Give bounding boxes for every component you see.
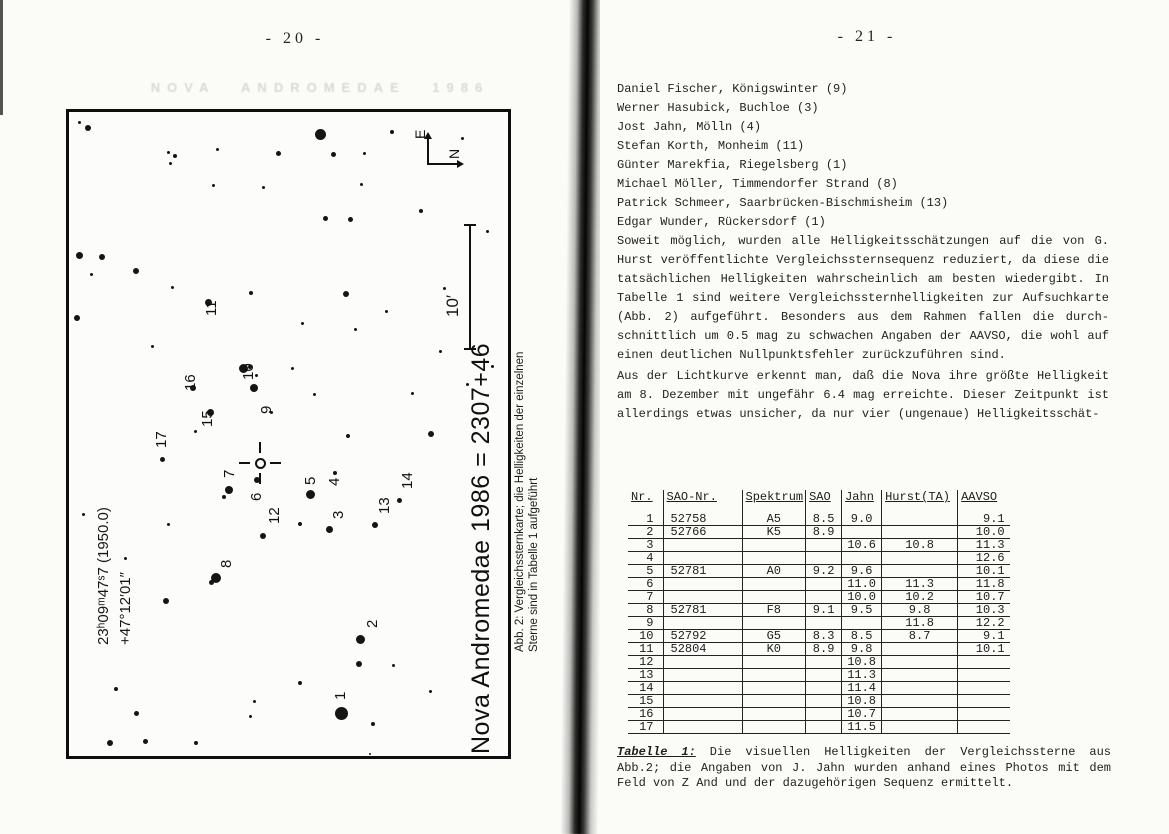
star-label-17: 17	[153, 431, 170, 448]
field-star	[429, 690, 432, 693]
table-cell	[842, 552, 882, 565]
table-cell: 52804	[663, 643, 742, 656]
field-star	[99, 254, 105, 260]
table-cell: 52792	[663, 630, 742, 643]
table-cell	[663, 721, 742, 734]
table-cell: 3	[628, 539, 663, 552]
paragraph-lightcurve	[617, 367, 1109, 424]
field-star	[392, 664, 395, 667]
table-cell: 11.5	[842, 721, 882, 734]
observer-entry: Günter Marekfia, Riegelsberg (1)	[617, 158, 848, 172]
field-star	[360, 183, 363, 186]
left-page	[0, 0, 578, 826]
chart-coordinates	[93, 507, 137, 645]
table-cell: 10.1	[958, 643, 1010, 656]
field-star	[298, 522, 302, 526]
comparison-star-14	[397, 498, 402, 503]
observer-entry: Jost Jahn, Mölln (4)	[617, 120, 762, 134]
observer-entry: Patrick Schmeer, Saarbrücken-Bischmisheim (13)	[617, 196, 949, 210]
table-cell: 17	[628, 721, 663, 734]
table-row	[628, 513, 1010, 526]
paragraph-reduction	[617, 232, 1109, 365]
table-cell	[742, 682, 806, 695]
table-cell	[806, 682, 842, 695]
field-star	[419, 209, 423, 213]
table-cell	[742, 591, 806, 604]
table-header-row	[628, 490, 1010, 513]
field-star	[134, 711, 139, 716]
table-cell: 11	[628, 643, 663, 656]
paragraph-line: Aus der Lichtkurve erkennt man, daß die Nova ihre größte Helligkeit	[617, 369, 1109, 383]
table-cell	[806, 539, 842, 552]
table-row	[628, 604, 1010, 617]
table-cell: 10.3	[958, 604, 1010, 617]
table-cell	[958, 695, 1010, 708]
bleedthrough-ghost-text: NOVA ANDROMEDAE 1986	[150, 80, 490, 95]
paragraph-line: am 8. Dezember mit ungefähr 6.4 mag erreichte. Dieser Zeitpunkt ist	[617, 388, 1109, 402]
field-star	[212, 184, 215, 187]
table-cell	[663, 578, 742, 591]
paragraph-line: tatsächlichen Helligkeiten wahrscheinlich am besten wiedergibt. In	[617, 272, 1109, 286]
table-cell: 11.3	[882, 578, 958, 591]
scale-bar-line	[469, 224, 471, 350]
table-cell	[806, 695, 842, 708]
table-cell: 52758	[663, 513, 742, 526]
compass-north-arrow-icon	[457, 160, 464, 168]
coordinates-ra: 23ʰ09ᵐ47ˢ7 (1950.0)	[95, 507, 112, 645]
table-cell: F8	[742, 604, 806, 617]
field-star	[222, 495, 226, 499]
table-cell: G5	[742, 630, 806, 643]
table-cell: K0	[742, 643, 806, 656]
field-star	[114, 687, 118, 691]
finder-chart	[66, 109, 511, 759]
table-row	[628, 669, 1010, 682]
field-star	[313, 393, 316, 396]
column-header: Spektrum	[742, 490, 806, 513]
compass-north-axis	[427, 163, 458, 165]
field-star	[194, 741, 198, 745]
field-star	[385, 310, 388, 313]
table-cell: 9.1	[806, 604, 842, 617]
observer-entry: Werner Hasubick, Buchloe (3)	[617, 101, 819, 115]
column-header: AAVSO	[958, 490, 1010, 513]
table-cell	[882, 708, 958, 721]
table-cell	[882, 565, 958, 578]
field-star	[439, 350, 442, 353]
observer-entry: Edgar Wunder, Rückersdorf (1)	[617, 215, 826, 229]
table-cell: 10.2	[882, 591, 958, 604]
table-cell	[842, 526, 882, 539]
observer-entry: Daniel Fischer, Königswinter (9)	[617, 82, 848, 96]
field-star	[428, 431, 434, 437]
table-cell: 11.0	[842, 578, 882, 591]
table-cell	[806, 578, 842, 591]
table-row	[628, 721, 1010, 734]
table-cell: A5	[742, 513, 806, 526]
field-star	[276, 151, 281, 156]
table-cell: 11.8	[882, 617, 958, 630]
table-cell: 9.6	[842, 565, 882, 578]
table-cell: 10.7	[842, 708, 882, 721]
field-star	[78, 121, 81, 124]
table-cell	[882, 643, 958, 656]
caption-line: Tabelle 1: Die visuellen Helligkeiten der Vergleichssterne aus	[617, 745, 1112, 759]
star-label-7: 7	[221, 469, 238, 478]
table-cell	[882, 695, 958, 708]
field-star	[253, 700, 256, 703]
table-cell: 9.8	[842, 643, 882, 656]
table-row	[628, 643, 1010, 656]
field-star	[354, 328, 357, 331]
table-cell	[742, 552, 806, 565]
table-cell	[663, 656, 742, 669]
field-star	[143, 739, 148, 744]
chart-title: Nova Andromedae 1986 = 2307+46	[467, 342, 495, 754]
nova-crosshair-tick	[270, 462, 281, 464]
field-star	[301, 322, 304, 325]
nova-crosshair-tick	[239, 462, 250, 464]
field-star	[167, 151, 170, 154]
paragraph-line: schnittlich um 0.5 mag zu schwachen Angaben der AAVSO, die wohl auf	[617, 329, 1109, 343]
field-star	[173, 154, 177, 158]
field-star	[249, 291, 253, 295]
table-cell: 12.6	[958, 552, 1010, 565]
table-cell	[806, 708, 842, 721]
table-cell: 10.0	[958, 526, 1010, 539]
field-star	[298, 681, 302, 685]
table-cell	[742, 617, 806, 630]
table-row	[628, 552, 1010, 565]
field-star	[167, 523, 170, 526]
field-star	[107, 740, 113, 746]
table-row	[628, 591, 1010, 604]
field-star	[461, 137, 464, 140]
comparison-star-4	[333, 471, 337, 475]
comparison-star-3	[326, 526, 333, 533]
compass-east-axis	[427, 139, 429, 165]
table-cell: 14	[628, 682, 663, 695]
comparison-star-7	[225, 486, 233, 494]
observer-entry: Stefan Korth, Monheim (11)	[617, 139, 805, 153]
observer-list	[617, 80, 1117, 232]
field-star	[216, 148, 219, 151]
field-star	[346, 434, 350, 438]
table-cell	[806, 656, 842, 669]
column-header: SAO	[806, 490, 842, 513]
field-star	[323, 216, 328, 221]
table-cell	[882, 552, 958, 565]
field-star	[262, 186, 265, 189]
table-row	[628, 708, 1010, 721]
field-star	[486, 230, 489, 233]
table-cell: 4	[628, 552, 663, 565]
table-cell	[958, 656, 1010, 669]
comparison-star-13	[372, 522, 378, 528]
table-cell	[958, 682, 1010, 695]
star-label-11: 11	[203, 300, 220, 316]
column-header: SAO-Nr.	[663, 490, 742, 513]
field-star	[90, 273, 93, 276]
page-number-21: - 21 -	[837, 28, 897, 45]
table-cell	[663, 669, 742, 682]
field-star	[133, 268, 139, 274]
table-cell: 10.0	[842, 591, 882, 604]
table-row	[628, 539, 1010, 552]
table-cell	[742, 708, 806, 721]
table-cell	[742, 721, 806, 734]
field-star	[343, 291, 349, 297]
table-cell	[742, 578, 806, 591]
star-label-9: 9	[258, 405, 275, 414]
caption-line: Feld von Z And und der dazugehörigen Sequenz ermittelt.	[617, 776, 1014, 790]
table-cell	[806, 721, 842, 734]
comparison-star-1	[335, 707, 348, 720]
table-caption	[617, 745, 1111, 792]
table-cell: 7	[628, 591, 663, 604]
star-label-3: 3	[330, 510, 347, 519]
table-cell	[663, 539, 742, 552]
table-cell: 9.1	[958, 630, 1010, 643]
figure-caption-line2: Sterne sind in Tabelle 1 aufgeführt	[527, 477, 540, 652]
field-star	[74, 315, 80, 321]
table-cell: 9.8	[882, 604, 958, 617]
table-cell: 6	[628, 578, 663, 591]
table-cell	[663, 617, 742, 630]
table-cell: 11.4	[842, 682, 882, 695]
table-cell: 11.3	[842, 669, 882, 682]
table-cell: 5	[628, 565, 663, 578]
table-cell: 9.2	[806, 565, 842, 578]
field-star	[369, 753, 371, 755]
table-cell: 16	[628, 708, 663, 721]
table-row	[628, 565, 1010, 578]
table-cell	[663, 695, 742, 708]
table-cell: 8.5	[842, 630, 882, 643]
field-star	[169, 162, 172, 165]
table-cell: 10.8	[842, 695, 882, 708]
compass-east-label: E	[412, 129, 428, 139]
table-cell	[806, 617, 842, 630]
table-cell: 8.9	[806, 643, 842, 656]
table-cell: 10.1	[958, 565, 1010, 578]
coordinates-dec: +47°12′01″	[117, 572, 134, 645]
table-cell: 9.5	[842, 604, 882, 617]
table-cell: 8.9	[806, 526, 842, 539]
figure-caption-line1: Abb. 2: Vergleichssternkarte; die Helligkeiten der einzelnen	[514, 351, 526, 652]
table-cell	[882, 513, 958, 526]
table-cell: 10.7	[958, 591, 1010, 604]
table-cell: 11.8	[958, 578, 1010, 591]
table-cell: 8.3	[806, 630, 842, 643]
table-row	[628, 578, 1010, 591]
table-cell: K5	[742, 526, 806, 539]
field-star	[331, 152, 336, 157]
table-cell: 12.2	[958, 617, 1010, 630]
paragraph-line: einen deutlichen Nullpunktsfehler zurückzuführen sind.	[617, 348, 1006, 362]
table-cell: 8.5	[806, 513, 842, 526]
star-label-12: 12	[266, 507, 283, 524]
field-star	[82, 513, 85, 516]
table-cell	[742, 656, 806, 669]
star-label-13: 13	[376, 497, 393, 514]
comparison-star-8	[211, 573, 221, 583]
table-row	[628, 630, 1010, 643]
table-row	[628, 682, 1010, 695]
compass-north-label: N	[446, 148, 462, 159]
scale-bar-label: 10′	[443, 294, 462, 317]
table-cell	[958, 708, 1010, 721]
table-row	[628, 526, 1010, 539]
star-label-2: 2	[364, 619, 381, 628]
table-cell: 52781	[663, 565, 742, 578]
star-label-15: 15	[199, 410, 216, 427]
table-cell: 8.7	[882, 630, 958, 643]
field-star	[249, 715, 252, 718]
star-label-5: 5	[302, 476, 319, 485]
comparison-star-17	[160, 457, 165, 462]
comparison-star-5	[306, 490, 315, 499]
caption-line: Abb.2; die Angaben von J. Jahn wurden anhand eines Photos mit dem	[617, 760, 1111, 775]
column-header: Hurst(TA)	[882, 490, 958, 513]
field-star	[85, 125, 91, 131]
column-header: Nr.	[631, 490, 653, 504]
star-label-6: 6	[248, 492, 265, 501]
field-star	[363, 152, 366, 155]
paragraph-line: Hurst veröffentlichte Vergleichssternsequenz reduziert, da diese die	[617, 253, 1109, 267]
column-header: Jahn	[842, 490, 882, 513]
table-cell: 52766	[663, 526, 742, 539]
table-cell: 10	[628, 630, 663, 643]
field-star	[291, 367, 294, 370]
table-cell: 10.8	[842, 656, 882, 669]
table-cell	[806, 591, 842, 604]
table-cell	[882, 682, 958, 695]
caption-label: Tabelle 1:	[617, 745, 696, 759]
table-cell: 13	[628, 669, 663, 682]
table-cell	[663, 591, 742, 604]
scale-bar-top-cap	[464, 224, 476, 226]
scan-artifact	[0, 0, 3, 115]
page-number-20: - 20 -	[265, 30, 325, 47]
field-star	[348, 217, 353, 222]
field-star	[356, 661, 362, 667]
table-cell: 11.3	[958, 539, 1010, 552]
figure-caption	[514, 352, 541, 652]
field-star	[171, 286, 174, 289]
star-label-14: 14	[399, 472, 416, 489]
table-cell	[806, 552, 842, 565]
star-label-1: 1	[332, 691, 349, 700]
table-cell	[742, 695, 806, 708]
field-star	[163, 598, 169, 604]
table-row	[628, 695, 1010, 708]
star-label-10: 10	[240, 363, 257, 380]
table-row	[628, 617, 1010, 630]
field-star	[315, 129, 326, 140]
table-cell	[882, 526, 958, 539]
nova-crosshair-tick	[259, 442, 261, 453]
table-cell	[663, 552, 742, 565]
table-cell: 8	[628, 604, 663, 617]
table-cell: 10.6	[842, 539, 882, 552]
table-cell	[663, 682, 742, 695]
paragraph-line: allerdings etwas unsicher, da nur vier (ungenaue) Helligkeitsschät-	[617, 407, 1100, 421]
comparison-star-table	[628, 490, 1010, 734]
field-star	[390, 130, 394, 134]
field-star	[371, 722, 375, 726]
table-cell: A0	[742, 565, 806, 578]
table-cell	[882, 656, 958, 669]
table-cell	[882, 721, 958, 734]
table-cell: 15	[628, 695, 663, 708]
table-cell	[742, 539, 806, 552]
table-cell	[806, 669, 842, 682]
observer-entry: Michael Möller, Timmendorfer Strand (8)	[617, 177, 898, 191]
table-cell: 52781	[663, 604, 742, 617]
comparison-star-9	[250, 384, 258, 392]
table-cell	[663, 708, 742, 721]
table-cell: 9.0	[842, 513, 882, 526]
table-cell: 12	[628, 656, 663, 669]
paragraph-line: Tabelle 1 sind weitere Vergleichssternhelligkeiten zur Aufsuchkarte	[617, 291, 1109, 305]
star-label-8: 8	[218, 559, 235, 568]
table-cell	[958, 669, 1010, 682]
table-cell	[742, 669, 806, 682]
field-star	[443, 287, 446, 290]
table-cell	[958, 721, 1010, 734]
star-label-16: 16	[182, 374, 199, 391]
comparison-star-12	[260, 533, 266, 539]
table-cell: 9	[628, 617, 663, 630]
table-cell: 1	[628, 513, 663, 526]
table-cell	[842, 617, 882, 630]
nova-crosshair-tick	[259, 473, 261, 484]
star-label-4: 4	[326, 477, 343, 486]
table-cell: 10.8	[882, 539, 958, 552]
table-cell	[882, 669, 958, 682]
field-star	[151, 345, 154, 348]
paragraph-line: Soweit möglich, wurden alle Helligkeitsschätzungen auf die von G.	[617, 234, 1109, 248]
nova-circle-icon	[255, 458, 266, 469]
table-cell: 9.1	[958, 513, 1010, 526]
field-star	[194, 430, 197, 433]
comparison-star-2	[356, 635, 365, 644]
field-star	[411, 392, 414, 395]
field-star	[76, 252, 83, 259]
table-cell: 2	[628, 526, 663, 539]
table-row	[628, 656, 1010, 669]
paragraph-line: (Abb. 2) aufgeführt. Besonders aus dem Rahmen fallen die durch-	[617, 310, 1109, 324]
